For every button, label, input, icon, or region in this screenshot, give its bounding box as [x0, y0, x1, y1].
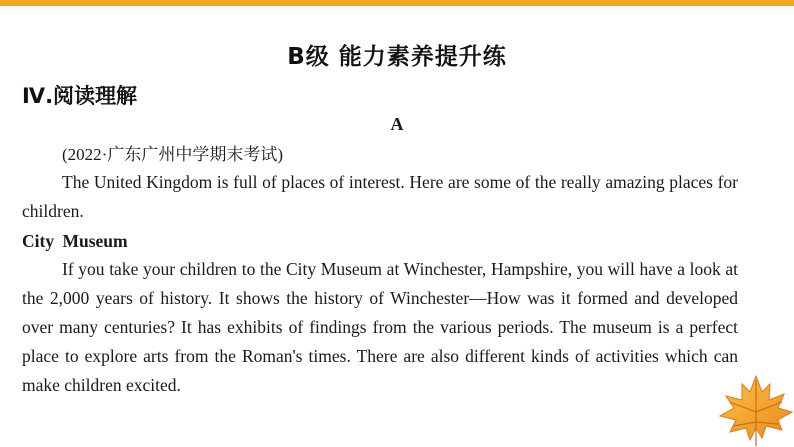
section-heading: Ⅳ.阅读理解 — [22, 84, 138, 108]
maple-leaf-icon — [712, 372, 794, 447]
passage-source: (2022·广东广州中学期末考试) — [62, 145, 283, 164]
slide-title: B级 能力素养提升练 — [287, 44, 507, 70]
top-accent-bar — [0, 0, 794, 6]
city-museum-heading: City Museum — [22, 231, 128, 251]
city-museum-paragraph: If you take your children to the City Museum at Winchester, Hampshire, you will have a look at the 2,000 years of history. It shows the history of Winchester—How was it formed and developed over many centuries? It has exhibits of findings from the various periods. The museum is a perfect place to explore arts from the Roman's times. There are also different kinds of activities which can make children excited. — [22, 259, 738, 395]
passage-label: A — [390, 114, 404, 134]
intro-paragraph: The United Kingdom is full of places of interest. Here are some of the really amazing places for children. — [22, 172, 738, 221]
